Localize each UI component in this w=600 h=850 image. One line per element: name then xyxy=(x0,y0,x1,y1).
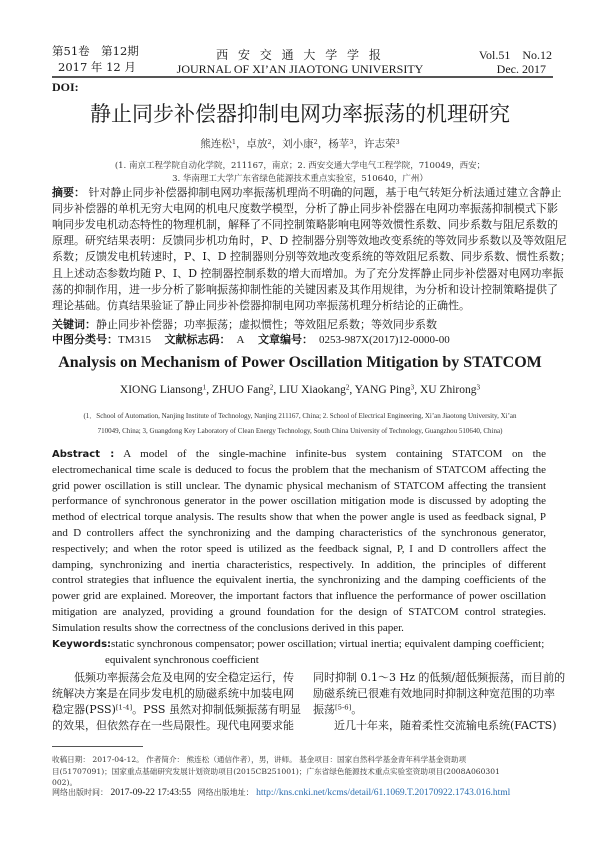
author-affiliation-sup: 2 xyxy=(267,137,272,146)
author-affiliation-sup: 2 xyxy=(345,383,350,392)
body-line: 低频功率振荡会危及电网的安全稳定运行，传 xyxy=(74,671,294,684)
author-affiliation-sup: 1 xyxy=(202,383,207,392)
citation[interactable]: [5-6] xyxy=(335,703,352,712)
author-separator: , xyxy=(206,384,212,396)
author-name: 刘小康 xyxy=(282,138,314,150)
abstract-text: 响同步发电机动态特性的物理机制，解释了不同控制策略影响电网等效惯性系数、同步系数与阻尼系数的 xyxy=(52,218,558,232)
journal-name-en: JOURNAL OF XI’AN JIAOTONG UNIVERSITY xyxy=(176,62,424,76)
abstract-line xyxy=(52,186,562,199)
citation[interactable]: [1-4] xyxy=(115,703,133,712)
abstract-text: method of electrical torque analysis. The results show that when the power angle is used as feedback signal, P xyxy=(52,511,546,524)
abstract-text: grid power oscillation is still unclear. The dynamic physical mechanism of STATCOM affecting the transient xyxy=(52,479,546,492)
author-separator: , xyxy=(414,384,420,396)
body-line xyxy=(313,701,362,717)
article-no-label: 文章编号： xyxy=(257,333,313,346)
keywords-cn-text: 静止同步补偿器；功率振荡；虚拟惯性；等效阻尼系数；等效同步系数 xyxy=(96,318,437,331)
clc-value: TM315 xyxy=(118,334,151,346)
abstract-line xyxy=(52,218,558,232)
abstract-label: 摘要： xyxy=(52,186,85,199)
abstract-line xyxy=(52,607,546,618)
abstract-line xyxy=(52,512,546,523)
author-separator: ， xyxy=(317,138,329,150)
author-separator: ， xyxy=(353,138,364,150)
abstract-line xyxy=(52,282,558,296)
abstract-text: damping, synchronizing and inertia characteristics, respectively. In addition, the principles of different xyxy=(52,558,546,571)
volume-issue-cn: 第51卷 第12期 xyxy=(52,44,139,58)
date-en: Dec. 2017 xyxy=(496,62,546,76)
abstract-label: Abstract : xyxy=(52,449,115,460)
abstract-line xyxy=(52,496,546,507)
abstract-line xyxy=(52,591,546,602)
classification-line xyxy=(52,331,450,347)
author-separator: , xyxy=(349,384,355,396)
article-no-value: 0253-987X(2017)12-0000-00 xyxy=(318,334,450,346)
pub-time-label: 网络出版时间： xyxy=(52,788,108,797)
paper-title-cn: 静止同步补偿器抑制电网功率振荡的机理研究 xyxy=(90,102,510,126)
abstract-text: Simulation results show the correctness of the conclusions derived in this paper. xyxy=(52,621,404,634)
body-text: 。PSS 虽然对抑制低频振荡有明显 xyxy=(132,703,301,716)
author-affiliation-sup: 3 xyxy=(395,137,400,146)
author-affiliation-sup: 1 xyxy=(231,137,237,146)
abstract-line xyxy=(52,449,546,460)
abstract-text: 系数；反馈发电机转速时，P、I、D 控制器则分别等效地改变系统的等效阻尼系数、同步系数、惯性系数； xyxy=(52,250,572,264)
body-text: 。 xyxy=(351,703,363,716)
author-separator: ， xyxy=(271,138,283,150)
author-affiliation-sup: 3 xyxy=(476,383,481,392)
author-name: LIU Xiaokang xyxy=(279,384,346,396)
abstract-text: 针对静止同步补偿器抑制电网功率振荡机理尚不明确的问题，基于电气转矩分析法通过建立含静止 xyxy=(88,186,562,199)
doc-code-value: A xyxy=(236,334,245,346)
abstract-text: A model of the single-machine infinite-bus system containing STATCOM on the xyxy=(123,448,547,460)
keywords-en-label: Keywords: xyxy=(52,639,112,650)
abstract-line xyxy=(52,528,546,539)
footnote-line: 收稿日期： 2017-04-12。 作者简介： 熊连松（通信作者），男，讲师。 基金项目：国家自然科学基金青年科学基金资助项 xyxy=(52,755,467,764)
abstract-line xyxy=(52,465,546,476)
abstract-line xyxy=(52,481,546,492)
author-separator: ， xyxy=(236,138,247,150)
volume-issue-en: Vol.51 No.12 xyxy=(478,48,552,62)
body-line: 统解决方案是在同步发电机的励磁系统中加装电网 xyxy=(52,687,294,700)
keywords-cn-label: 关键词： xyxy=(52,318,96,331)
abstract-line xyxy=(52,202,558,216)
header-rule xyxy=(52,76,553,78)
author-name: XU Zhirong xyxy=(419,384,477,396)
footnote-line: 目(51707091)；国家重点基础研究发展计划资助项目(2015CB251001)；广东省绿色能源技术重点实验室资助项目(2008A060301 xyxy=(52,767,500,776)
abstract-text: electromechanical time scale is deduced to focus the problem that the mechanism of STATCOM affecting the xyxy=(52,463,546,476)
abstract-line xyxy=(52,575,546,586)
author-affiliation-sup: 3 xyxy=(410,383,415,392)
doi-label: DOI: xyxy=(52,80,79,94)
keywords-en-line2: equivalent synchronous coefficient xyxy=(105,654,259,666)
author-name: 杨苹 xyxy=(328,138,350,150)
body-line xyxy=(52,701,301,717)
publication-info xyxy=(52,787,510,798)
affiliation-cn-line: (1. 南京工程学院自动化学院，211167，南京；2. 西安交通大学电气工程学院，710049，西安； xyxy=(114,161,486,171)
author-name: 熊连松 xyxy=(200,138,232,150)
abstract-text: 理论基础。仿真结果验证了静止同步补偿器抑制电网功率振荡机理分析结论的正确性。 xyxy=(52,298,470,312)
body-line: 同时抑制 0.1～3 Hz 的低频/超低频振荡，而目前的 xyxy=(313,671,566,684)
authors-en xyxy=(0,384,600,396)
footnote-rule xyxy=(52,746,143,747)
abstract-text: control strategies that influence the equivalent inertia, the synchronizing and the damping coefficients of the xyxy=(52,574,546,587)
author-separator: , xyxy=(273,384,280,396)
body-text: 稳定器(PSS) xyxy=(52,703,116,716)
paper-title-en: Analysis on Mechanism of Power Oscillation Mitigation by STATCOM xyxy=(58,354,542,371)
author-affiliation-sup: 2 xyxy=(313,137,318,146)
abstract-text: 同步补偿器的单机无穷大电网的机电尺度数学模型，分析了静止同步补偿器在电网功率振荡抑制模式下影 xyxy=(52,202,558,216)
pub-time: 2017-09-22 17:43:55 xyxy=(110,788,192,798)
keywords-cn xyxy=(52,316,437,332)
abstract-line xyxy=(52,234,567,248)
abstract-line xyxy=(52,560,546,571)
authors-cn xyxy=(0,136,600,151)
keywords-en xyxy=(52,638,544,650)
author-affiliation-sup: 2 xyxy=(269,383,274,392)
author-name: YANG Ping xyxy=(354,384,411,396)
journal-name-cn: 西 安 交 通 大 学 学 报 xyxy=(216,48,384,62)
abstract-text: 荡的抑制作用，进一步分析了影响振荡抑制性能的关键因素及其作用规律，为分析和设计控制策略提供了 xyxy=(52,282,558,296)
abstract-text: 原理。研究结果表明：反馈同步机功角时，P、D 控制器分别等效地改变系统的等效同步系数以及等效阻尼 xyxy=(52,234,567,248)
author-affiliation-sup: 3 xyxy=(349,137,354,146)
abstract-text: performance of synchronous generator in the power oscillation mitigation mode is discussed by adopting the xyxy=(52,495,546,508)
body-line: 的效果，但依然存在一些局限性。现代电网要求能 xyxy=(52,719,294,732)
affiliation-en-line: (1．School of Automation, Nanjing Institute of Technology, Nanjing 211167, China; 2. School of Electrical Engineering, Xi’an Jiaotong University, Xi’an xyxy=(83,412,517,420)
author-name: ZHUO Fang xyxy=(211,384,270,396)
footnote-line: 002)。 xyxy=(52,778,78,787)
author-name: XIONG Liansong xyxy=(119,384,203,396)
affiliation-cn-line: 3. 华南理工大学广东省绿色能源技术重点实验室，510640，广州） xyxy=(172,174,428,184)
abstract-text: power grid are explained. Moreover, the important factors that influence the performance of power oscillation xyxy=(52,590,546,603)
author-name: 许志荣 xyxy=(363,138,396,150)
date-cn: 2017 年 12 月 xyxy=(58,60,136,74)
pub-url-link[interactable]: http://kns.cnki.net/kcms/detail/61.1069.T.20170922.1743.016.html xyxy=(256,788,511,798)
abstract-line xyxy=(52,300,546,311)
author-name: 卓放 xyxy=(246,138,268,150)
abstract-line xyxy=(52,266,564,280)
abstract-line xyxy=(52,544,546,555)
abstract-text: mitigation are analyzed, providing a ground foundation for the design of STATCOM control strategies. xyxy=(52,606,546,618)
abstract-text: 且上述动态参数均随 P、I、D 控制器控制系数的增大而增加。为了充分发挥静止同步补偿器对电网功率振 xyxy=(52,266,564,280)
abstract-text: respectively; and when the rotor speed is utilized as the feedback signal, P, I and D controllers affect the xyxy=(52,542,546,555)
abstract-text: and D controllers affect the synchronizing and the damping characteristics of the synchronous generator, xyxy=(52,527,546,539)
doc-code-label: 文献标志码： xyxy=(164,333,231,346)
pub-url-label: 网络出版地址： xyxy=(197,788,254,797)
body-line: 近几十年来，随着柔性交流输电系统(FACTS) xyxy=(334,719,557,732)
abstract-line xyxy=(52,250,572,264)
body-text: 振荡 xyxy=(313,703,335,716)
affiliation-en-line: 710049, China; 3, Guangdong Key Laboratory of Clean Energy Technology, South China University of Technology, Guangzhou 510640, China) xyxy=(97,427,503,435)
keywords-en-line1: static synchronous compensator; power oscillation; virtual inertia; equivalent damping coefficient; xyxy=(111,638,545,650)
abstract-line xyxy=(52,623,546,634)
clc-label: 中图分类号： xyxy=(52,333,118,346)
body-line: 励磁系统已很难有效地同时抑制这种宽范围的功率 xyxy=(313,687,555,700)
